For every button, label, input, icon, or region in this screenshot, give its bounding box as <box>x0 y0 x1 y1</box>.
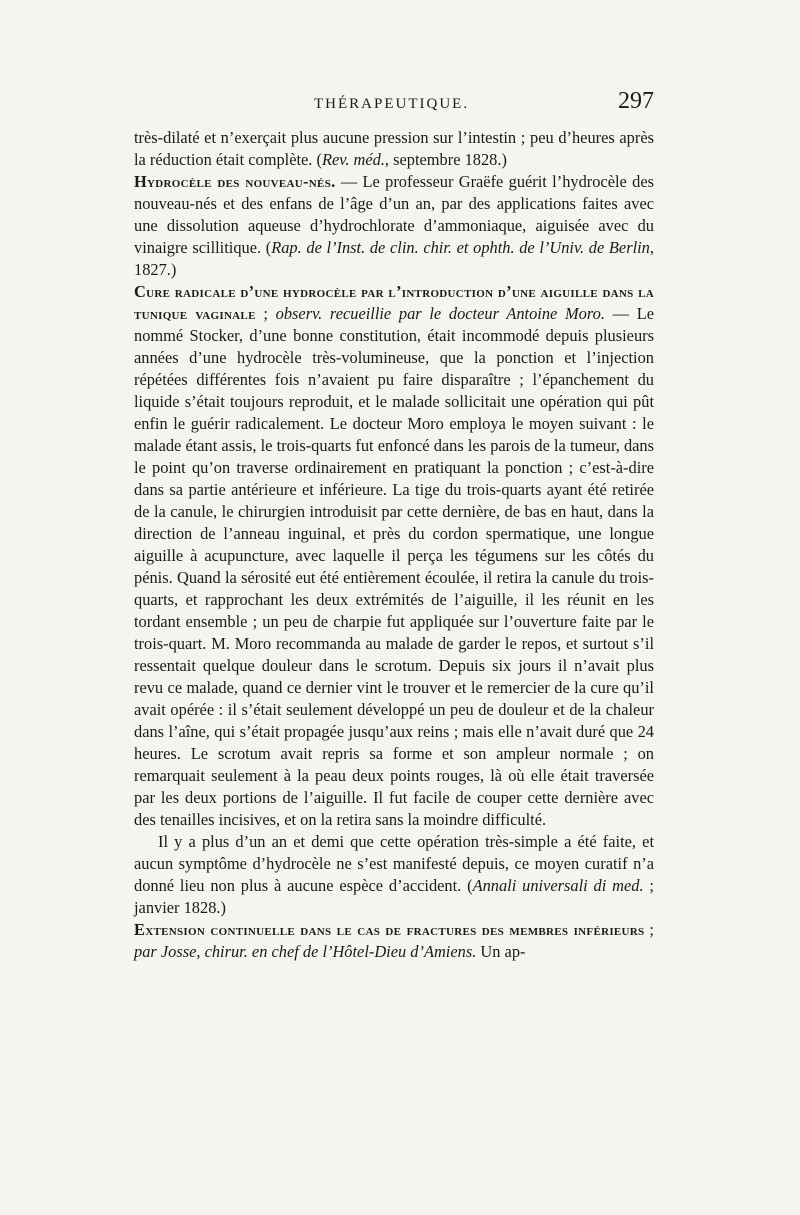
paragraph <box>134 171 654 281</box>
citation-text: Annali universali di med. <box>472 876 644 895</box>
body-text: — Le nommé Stocker, d’une bonne constitution, était incommodé depuis plusieurs années d’une hydrocèle très-volumineuse, que la ponction et l’injection répétées différentes fois n’avaient pu faire disparaître ; l’épanchement du liquide s’était toujours reproduit, et le malade sollicitait une opération qui pût enfin le guérir radicalement. Le docteur Moro employa le moyen suivant : le malade étant assis, le trois-quarts fut enfoncé dans les parois de la tumeur, dans le point qu’on traverse ordinairement en pratiquant la ponction ; c’est-à-dire dans sa partie antérieure et inférieure. La tige du trois-quarts ayant été retirée de la canule, le chirurgien introduisit par cette dernière, de bas en haut, dans la direction de l’anneau inguinal, et près du cordon spermatique, une longue aiguille à acupuncture, avec laquelle il perça les tégumens sur les côtés du pénis. Quand la sérosité eut été entièrement écoulée, il retira la canule du trois-quarts, et rapprochant les deux extrémités de l’aiguille, il les réunit en les tordant ensemble ; un peu de charpie fut appliquée sur l’ouverture faite par le trois-quart. M. Moro recommanda au malade de garder le repos, et surtout s’il ressentait quelque douleur dans le scrotum. Depuis six jours il n’avait plus revu ce malade, quand ce dernier vint le trouver et le remercier de la cure qu’il avait opérée : il s’était seulement développé un peu de douleur et de la chaleur dans l’aîne, qui s’était propagée jusqu’aux reins ; mais elle n’avait duré que 24 heures. Le scrotum avait repris sa forme et son ampleur normale ; on remarquait seulement à la peau deux points rouges, là où elle était traversée par les deux portions de l’aiguille. Il fut facile de couper cette dernière avec des tenailles incisives, et on la retira sans la moindre difficulté. <box>134 304 655 829</box>
citation-text: Rap. de l’Inst. de clin. chir. et ophth. de l’Univ. de Berlin <box>271 238 650 257</box>
paragraph <box>134 127 654 171</box>
citation-text: Rev. méd. <box>321 150 385 169</box>
body-text: Un ap- <box>476 942 526 961</box>
body-text: Il y a plus d’un an et demi que cette opération très-simple a été faite, et aucun symptôme d’hydrocèle ne s’est manifesté depuis, ce moyen curatif n’a donné lieu non plus à aucune espèce d’accident. ( <box>134 832 654 895</box>
paragraph <box>134 919 654 963</box>
page-header <box>134 88 654 128</box>
running-head: THÉRAPEUTIQUE. <box>314 96 470 112</box>
body-text: ; janvier 1828.) <box>134 876 654 917</box>
body-text: ; <box>255 304 276 323</box>
paragraph <box>134 831 654 919</box>
body-text: , septembre 1828.) <box>384 150 507 169</box>
section-heading: Cure radicale d’une hydrocèle par l’introduction d’une aiguille dans la tunique vaginale <box>134 282 654 323</box>
body-text: — Le professeur Graëfe guérit l’hydrocèle des nouveau-nés et des enfans de l’âge d’un an, par des applications faites avec une dissolution aqueuse d’hydrochlorate d’ammoniaque, aiguisée avec du vinaigre scillitique. ( <box>134 172 654 257</box>
page-body <box>134 127 654 963</box>
page-number: 297 <box>618 88 654 114</box>
citation-text: par Josse, chirur. en chef de l’Hôtel-Dieu d’Amiens. <box>134 942 477 961</box>
body-text: très-dilaté et n’exerçait plus aucune pression sur l’intestin ; peu d’heures après la réduction était complète. ( <box>134 128 654 169</box>
body-text: ; <box>644 920 654 939</box>
paragraph <box>134 281 654 831</box>
section-heading: Hydrocèle des nouveau-nés. <box>134 172 336 191</box>
body-text: , 1827.) <box>134 238 654 279</box>
citation-text: observ. recueillie par le docteur Antoine Moro. <box>275 304 605 323</box>
section-heading: Extension continuelle dans le cas de fractures des membres inférieurs <box>134 920 645 939</box>
